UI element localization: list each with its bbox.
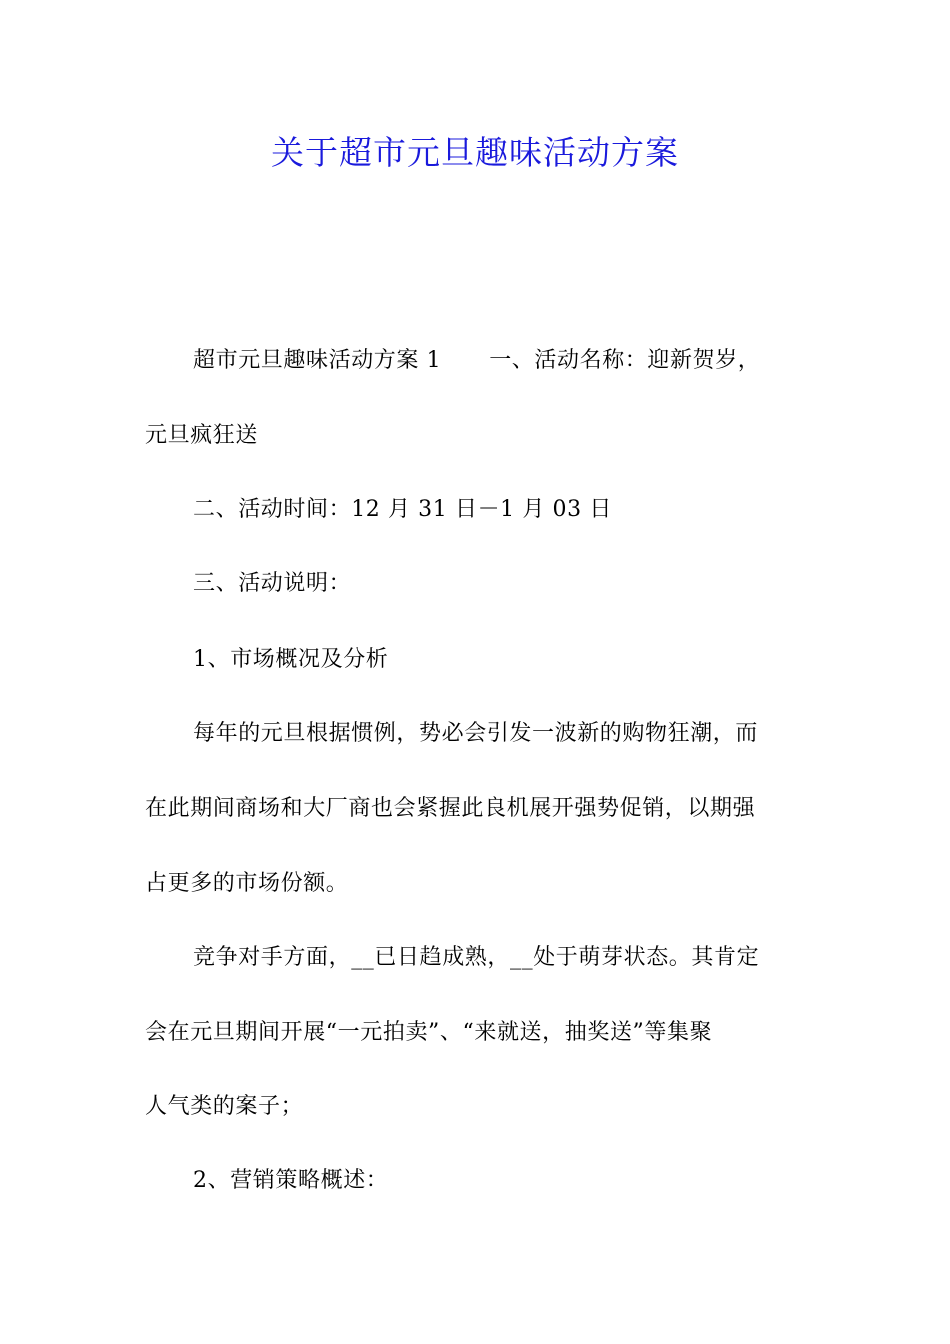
activity-name-label: 一、活动名称：迎新贺岁， xyxy=(489,348,761,373)
paragraph-line: 占更多的市场份额。 xyxy=(145,871,349,896)
paragraph-line: 二、活动时间：12 月 31 日－1 月 03 日 xyxy=(193,497,612,522)
paragraph-line: 三、活动说明： xyxy=(193,571,352,596)
paragraph-line: 2、营销策略概述： xyxy=(193,1168,389,1193)
paragraph-line: 1、市场概况及分析 xyxy=(193,647,389,672)
document-title: 关于超市元旦趣味活动方案 xyxy=(271,133,679,172)
paragraph-line: 每年的元旦根据惯例，势必会引发一波新的购物狂潮，而 xyxy=(193,721,759,746)
paragraph-line: 竞争对手方面，__已日趋成熟，__处于萌芽状态。其肯定 xyxy=(193,945,760,970)
paragraph-line: 会在元旦期间开展“一元拍卖”、“来就送，抽奖送”等集聚 xyxy=(145,1020,713,1045)
plan-heading: 超市元旦趣味活动方案 1 xyxy=(193,348,442,373)
paragraph-line: 人气类的案子； xyxy=(145,1094,304,1119)
paragraph-line xyxy=(193,346,760,376)
paragraph-line: 元旦疯狂送 xyxy=(145,423,259,448)
paragraph-line: 在此期间商场和大厂商也会紧握此良机展开强势促销，以期强 xyxy=(145,796,756,821)
